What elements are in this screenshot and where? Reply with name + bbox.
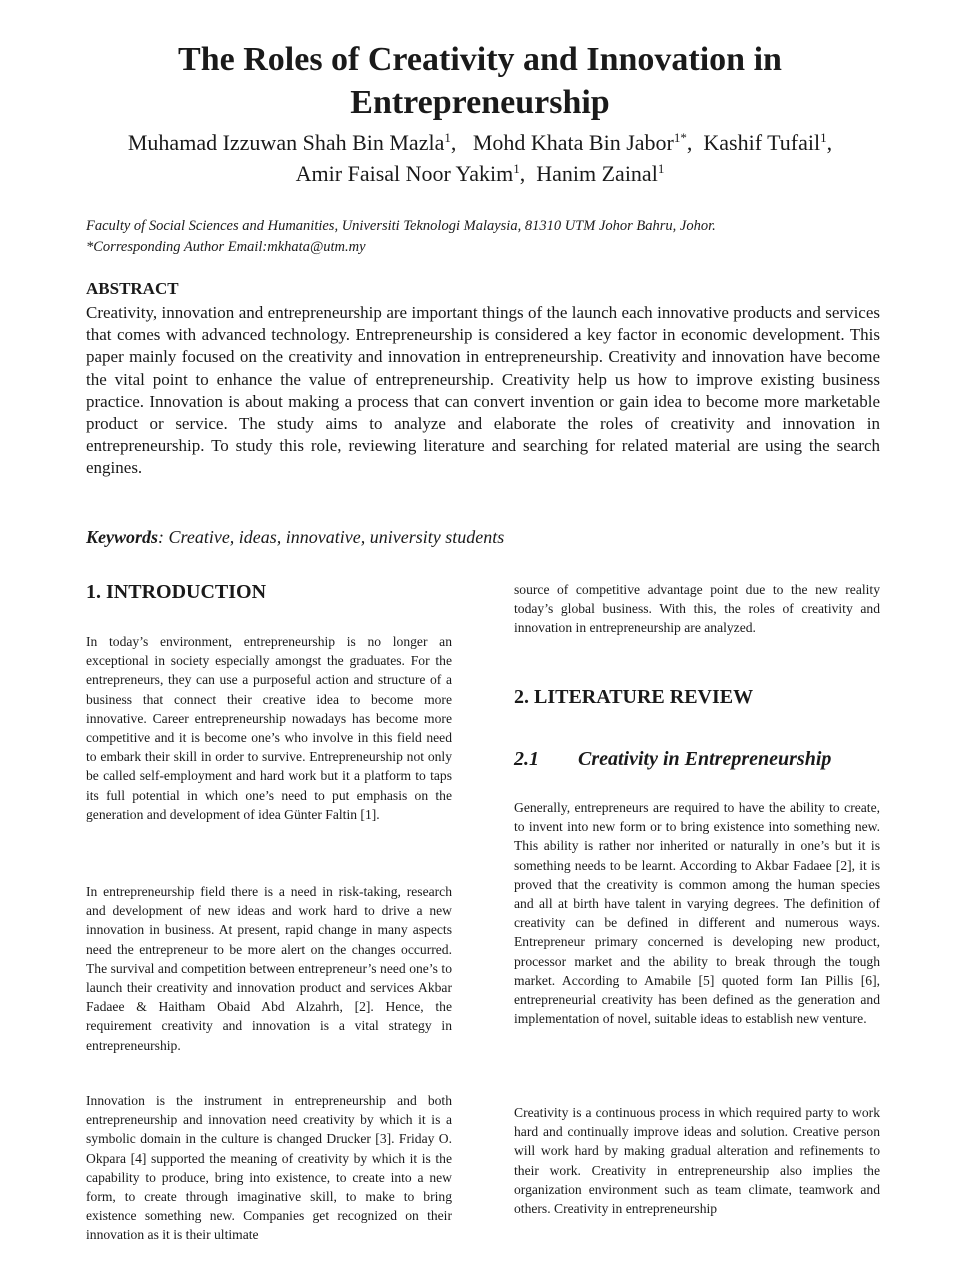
affiliation-mark: 1 xyxy=(513,161,520,176)
intro-paragraph-2 xyxy=(86,882,452,1055)
corresponding-author: *Corresponding Author Email:mkhata@utm.my xyxy=(86,239,366,255)
affiliation-block xyxy=(86,216,886,258)
author-name: Muhamad Izzuwan Shah Bin Mazla xyxy=(127,130,445,155)
affiliation-mark: 1 xyxy=(444,130,451,145)
author-separator: , xyxy=(826,130,833,155)
author-name: Kashif Tufail xyxy=(703,130,821,155)
paragraph-text: Innovation is the instrument in entrepreneurship and both entrepreneurship and innovation need creativity by which it is a symbolic domain in the culture is changed Drucker [3]. Friday O. Okpara [4] supported the meaning of creativity by which it is the capability to produce, bring into existence, to create into a new form, to create through imaginative skill, to make to bring existence something new. Companies get recognized on their innovation as it is their ultimate xyxy=(86,1093,452,1243)
intro-paragraph-3 xyxy=(86,1091,452,1245)
paragraph-text: In today’s environment, entrepreneurship is no longer an exceptional in society especially amongst the graduates. For the entrepreneurs, they can use a purposeful action and structure of a business that connect their creative idea to become more innovative. Career entrepreneurship nowadays has become more competitive and it is become one’s who involve in this field need to embark their skill in order to survive. Entrepreneurship not only be called self-employment and hard work but it a platform to taps its full potential in which one’s need to put emphasis on the generation and development of idea Günter Faltin [1]. xyxy=(86,634,452,822)
author-name: Hanim Zainal xyxy=(536,161,658,186)
paper-title: The Roles of Creativity and Innovation in Entrepreneurship xyxy=(178,41,782,121)
keywords-list: : Creative, ideas, innovative, university students xyxy=(158,527,505,547)
affiliation-mark: 1 xyxy=(820,130,827,145)
subsection-title: Creativity in Entrepreneurship xyxy=(578,748,832,770)
affiliation-mark: 1 xyxy=(657,161,665,176)
subsection-number: 2.1 xyxy=(514,748,539,770)
literature-paragraph-2 xyxy=(514,1103,880,1218)
abstract-heading: ABSTRACT xyxy=(86,279,179,298)
introduction-heading: 1. INTRODUCTION xyxy=(86,581,267,603)
keywords-label: Keywords xyxy=(86,527,158,547)
intro-continued-paragraph xyxy=(514,580,880,638)
subsection-heading xyxy=(514,748,880,771)
intro-paragraph-1 xyxy=(86,632,452,824)
author-line-1 xyxy=(60,127,900,158)
author-list xyxy=(60,127,900,189)
affiliation-text: Faculty of Social Sciences and Humanities, Universiti Teknologi Malaysia, 81310 UTM Johor Bahru, Johor. xyxy=(86,218,716,234)
paragraph-text: source of competitive advantage point due to the new reality today’s global business. With this, the roles of creativity and innovation in entrepreneurship are analyzed. xyxy=(514,582,880,636)
author-line-2 xyxy=(60,158,900,189)
author-name: Mohd Khata Bin Jabor xyxy=(472,130,674,155)
author-separator: , xyxy=(686,130,698,155)
paragraph-text: Creativity is a continuous process in which required party to work hard and continually improve ideas and solution. Creative person will work hard by making gradual alteration and refinements to their work. Creativity in entrepreneurship also implies the organization environment such as team climate, teamwork and others. Creativity in entrepreneurship xyxy=(514,1105,880,1217)
abstract-text: Creativity, innovation and entrepreneurship are important things of the launch each innovative products and services that comes with advanced technology. Entrepreneurship is considered a key factor in economic development. This paper mainly focused on the creativity and innovation in entrepreneurship. Creativity and innovation have become the vital point to enhance the value of entrepreneurship. Creativity help us how to improve existing business practice. Innovation is about making a process that can convert invention or gain idea to become more marketable product or service. The study aims to analyze and elaborate the roles of creativity and innovation in entrepreneurship. To study this role, reviewing literature and searching for related material are using the search engines. xyxy=(86,303,880,478)
author-separator: , xyxy=(519,161,531,186)
literature-paragraph-1 xyxy=(514,798,880,1028)
paragraph-text: In entrepreneurship field there is a need in risk-taking, research and development of new ideas and work hard to drive a new innovation in business. At present, rapid change in many aspects need the entrepreneur to be more alert on the changes occurred. The survival and competition between entrepreneur’s need one’s to launch their creativity and innovation product and services Akbar Fadaee & Haitham Obaid Abd Alzahrh, [2]. Hence, the requirement creativity and innovation is a vital strategy in entrepreneurship. xyxy=(86,884,452,1053)
affiliation-mark: 1* xyxy=(673,130,687,145)
keywords-line xyxy=(86,527,886,548)
paragraph-text: Generally, entrepreneurs are required to have the ability to create, to invent into new form or to bring existence into something new. This ability is rather nor inherited or naturally in one’s but it is something needs to be learnt. According to Akbar Fadaee [2], it is proved that the creativity is common among the human species and all at birth have talent in varying degrees. The definition of creativity can be defined in different and numerous ways. Entrepreneur primary concerned is developing new product, processor market and the ability to break through the tough market. According to Amabile [5] quoted form Ian Pillis [6], entrepreneurial creativity has been defined as the generation and implementation of novel, suitable ideas to establish new venture. xyxy=(514,800,880,1027)
literature-review-heading: 2. LITERATURE REVIEW xyxy=(514,686,754,708)
author-name: Amir Faisal Noor Yakim xyxy=(295,161,514,186)
author-separator: , xyxy=(450,130,468,155)
